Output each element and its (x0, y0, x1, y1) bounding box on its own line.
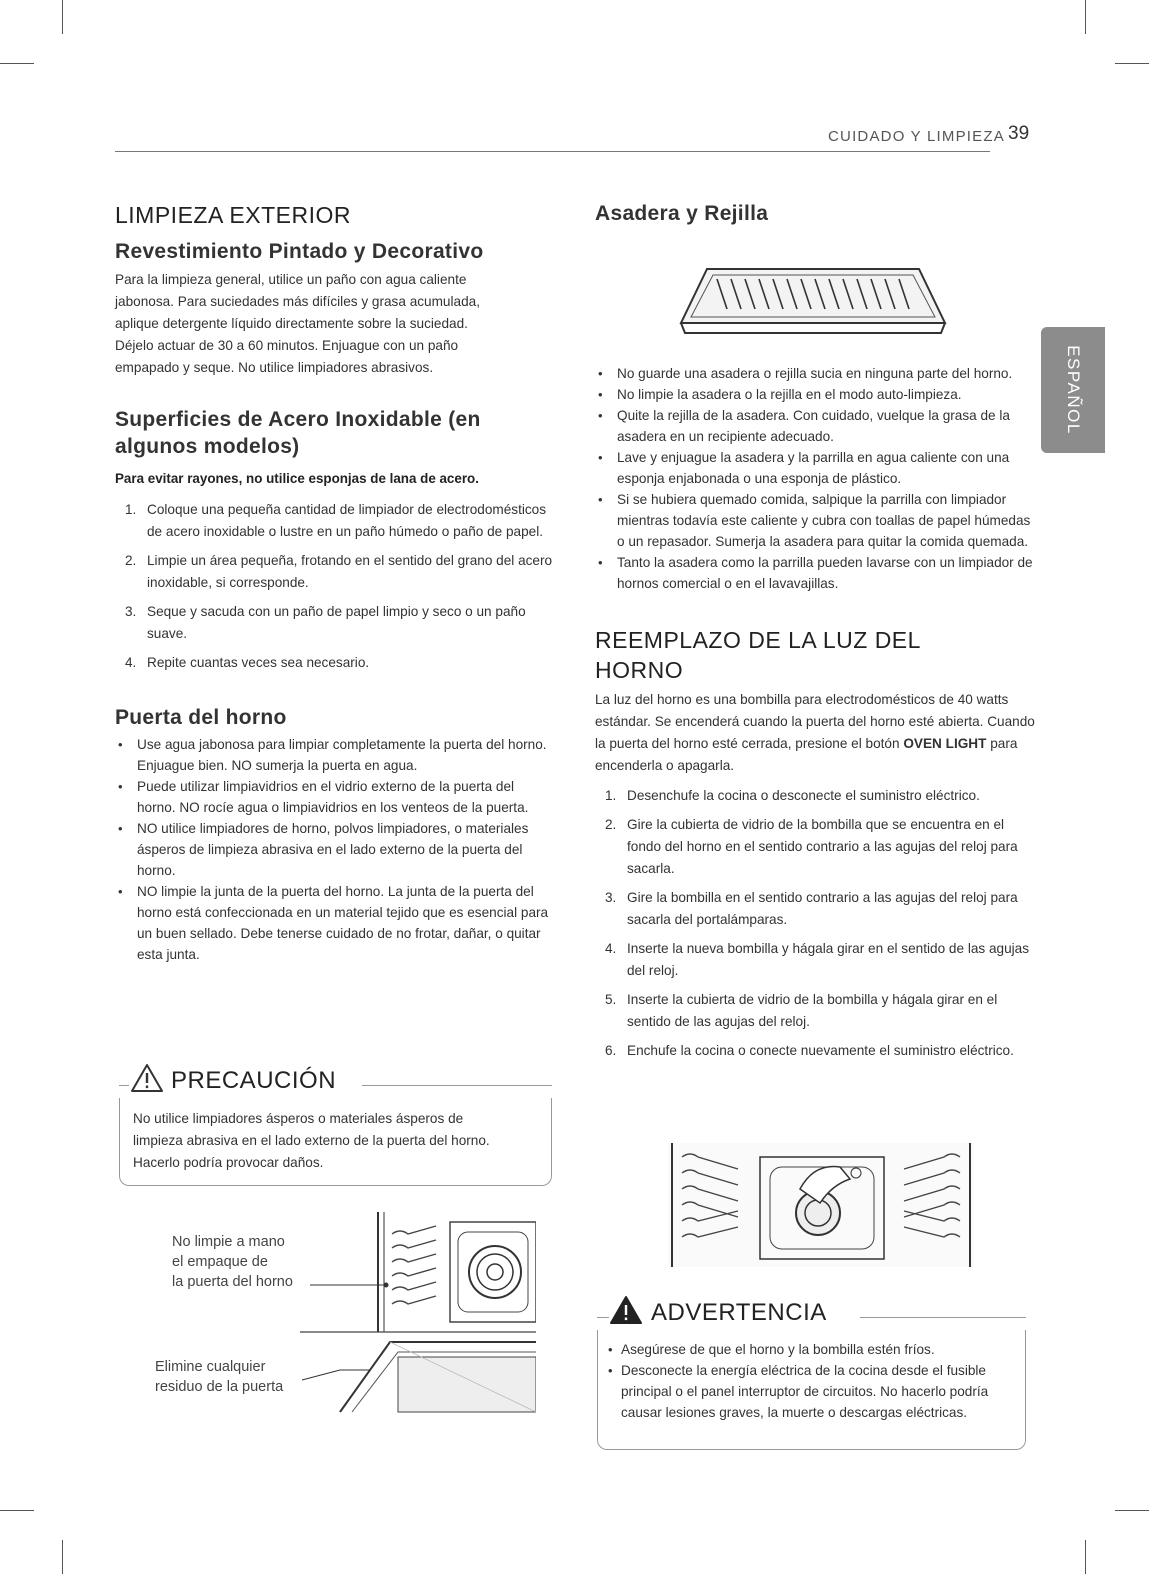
language-tab (1041, 327, 1105, 453)
list-item: • Puede utilizar limpiavidrios en el vidrio externo de la puerta del horno. NO rocíe agua o limpiavidrios en los venteos de la puerta. (118, 779, 529, 815)
warning-title: ADVERTENCIA (651, 1299, 827, 1326)
right-column (595, 200, 1040, 1069)
list-item: • No guarde una asadera o rejilla sucia en ninguna parte del horno. (598, 366, 1013, 381)
caution-text: No utilice limpiadores ásperos o materiales ásperos de limpieza abrasiva en el lado externo de la puerta del horno. Hacerlo podría provocar daños. (133, 1111, 490, 1170)
warning-triangle-icon (609, 1295, 643, 1325)
residue-callout-label: Elimine cualquier residuo de la puerta (155, 1359, 284, 1395)
warning-top-rule (860, 1317, 1026, 1318)
list-item: 2. Gire la cubierta de vidrio de la bombilla que se encuentra en el fondo del horno en el sentido contrario a las agujas del reloj para sacarla. (605, 817, 1018, 876)
caution-top-rule (362, 1085, 552, 1086)
list-item: 4. Repite cuantas veces sea necesario. (125, 655, 370, 670)
list-item: 1. Coloque una pequeña cantidad de limpiador de electrodomésticos de acero inoxidable o lustre en un paño húmedo o paño de papel. (125, 502, 547, 539)
crop-mark (1115, 63, 1149, 64)
list-item: • NO utilice limpiadores de horno, polvos limpiadores, o materiales ásperos de limpieza abrasiva en el lado externo de la puerta del horno. (118, 821, 529, 878)
crop-mark (1085, 1540, 1086, 1574)
crop-mark (0, 63, 34, 64)
caution-title: PRECAUCIÓN (171, 1067, 337, 1094)
crop-mark (62, 0, 63, 34)
broiler-pan-title: Asadera y Rejilla (595, 202, 769, 225)
running-header-section: CUIDADO Y LIMPIEZA (828, 128, 1005, 145)
list-item: • Desconecte la energía eléctrica de la cocina desde el fusible principal o el panel interruptor de circuitos. No hacerlo podría causar lesiones graves, la muerte o descargas eléctricas. (608, 1363, 989, 1420)
steel-steps-list (115, 499, 555, 674)
oven-door-title: Puerta del horno (115, 706, 287, 729)
list-item: • Tanto la asadera como la parrilla pueden lavarse con un limpiador de hornos comercial o en el lavavajillas. (598, 555, 1033, 591)
steel-wool-note: Para evitar rayones, no utilice esponjas de lana de acero. (115, 471, 479, 486)
page-number: 39 (1008, 123, 1030, 144)
callout-lines (300, 1270, 400, 1390)
crop-mark (62, 1540, 63, 1574)
crop-mark (1115, 1510, 1149, 1511)
list-item: 6. Enchufe la cocina o conecte nuevamente el suministro eléctrico. (605, 1043, 1014, 1058)
list-item: • Lave y enjuague la asadera y la parrilla en agua caliente con una esponja enjabonada o una esponja de plástico. (598, 450, 1010, 486)
crop-mark (0, 1510, 34, 1511)
crop-mark (1085, 0, 1086, 34)
list-item: 2. Limpie un área pequeña, frotando en el sentido del grano del acero inoxidable, si corresponde. (125, 553, 553, 590)
list-item: • Use agua jabonosa para limpiar completamente la puerta del horno. Enjuague bien. NO sumerja la puerta en agua. (118, 737, 547, 773)
header-rule (115, 151, 990, 152)
list-item: 3. Gire la bombilla en el sentido contrario a las agujas del reloj para sacarla del portalámparas. (605, 890, 1018, 927)
stainless-steel-title: Superficies de Acero Inoxidable (en algunos modelos) (115, 408, 481, 458)
list-item: • Quite la rejilla de la asadera. Con cuidado, vuelque la grasa de la asadera en un recipiente adecuado. (598, 408, 1010, 444)
warning-top-rule (597, 1317, 609, 1318)
list-item: 3. Seque y sacuda con un paño de papel limpio y seco o un paño suave. (125, 604, 526, 641)
broiler-pan-list (595, 363, 1040, 594)
caution-top-rule (119, 1085, 129, 1086)
language-tab-label: ESPAÑOL (1064, 345, 1083, 435)
left-column (115, 200, 555, 965)
list-item: • Asegúrese de que el horno y la bombilla estén fríos. (608, 1342, 935, 1357)
list-item: • No limpie la asadera o la rejilla en el modo auto-limpieza. (598, 387, 962, 402)
list-item: • NO limpie la junta de la puerta del horno. La junta de la puerta del horno está confeccionada en un material tejido que es esencial para un buen sellado. Debe tenerse cuidado de no frotar, dañar, o quitar esta junta. (118, 884, 549, 962)
exterior-cleaning-title: LIMPIEZA EXTERIOR (115, 202, 351, 228)
list-item: • Si se hubiera quemado comida, salpique la parrilla con limpiador mientras todavía este caliente y cubra con toallas de papel húmedas o un repasador. Sumerja la asadera para quitar la comida quemada. (598, 492, 1031, 549)
list-item: 5. Inserte la cubierta de vidrio de la bombilla y hágala girar en el sentido de las agujas del reloj. (605, 992, 998, 1029)
oven-light-intro: La luz del horno es una bombilla para electrodomésticos de 40 watts estándar. Se encenderá cuando la puerta del horno esté abierta. Cuando la puerta del horno esté cerrada, presione el botón OVEN LIGHT para encenderla o apagarla. (595, 692, 1035, 773)
painted-finish-text: Para la limpieza general, utilice un paño con agua caliente jabonosa. Para suciedades más difíciles y grasa acumulada, aplique detergente líquido directamente sobre la suciedad. Déjelo actuar de 30 a 60 minutos. Enjuague con un paño empapado y seque. No utilice limpiadores abrasivos. (115, 272, 480, 375)
warning-list (603, 1339, 1015, 1423)
oven-light-illustration (668, 1143, 974, 1267)
list-item: 4. Inserte la nueva bombilla y hágala girar en el sentido de las agujas del reloj. (605, 941, 1030, 978)
broiler-pan-illustration (677, 261, 949, 343)
oven-light-button-name: OVEN LIGHT (903, 736, 987, 751)
oven-light-steps-list (595, 785, 1040, 1062)
painted-finish-title: Revestimiento Pintado y Decorativo (115, 240, 484, 263)
list-item: 1. Desenchufe la cocina o desconecte el suministro eléctrico. (605, 788, 980, 803)
oven-light-title: REEMPLAZO DE LA LUZ DEL HORNO (595, 627, 921, 683)
gasket-callout-label: No limpie a mano el empaque de la puerta del horno (172, 1234, 293, 1290)
oven-door-list (115, 734, 555, 965)
caution-triangle-icon (130, 1063, 164, 1093)
